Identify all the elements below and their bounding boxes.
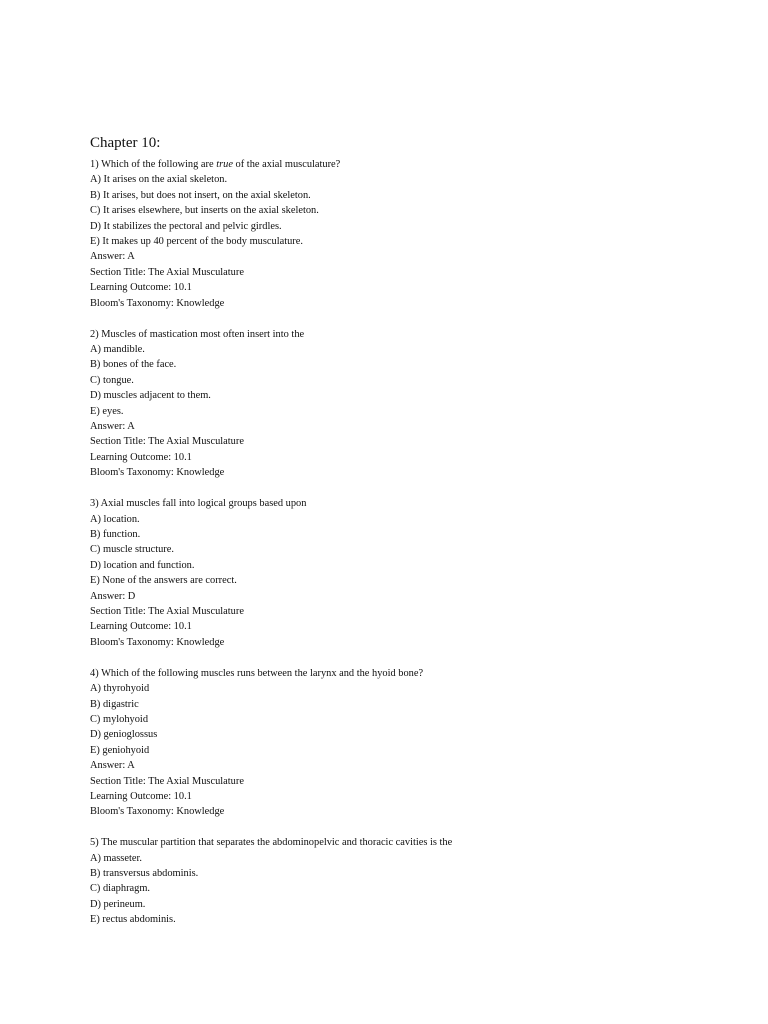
blooms-taxonomy-line: Bloom's Taxonomy: Knowledge <box>90 806 225 818</box>
question-stem: 2) Muscles of mastication most often insert into the <box>90 328 305 340</box>
question-stem: 5) The muscular partition that separates the abdominopelvic and thoracic cavities is the <box>90 837 453 849</box>
chapter-title: Chapter 10: <box>90 135 161 151</box>
question-5 <box>90 835 730 927</box>
question-3 <box>90 496 730 650</box>
option-c: C) It arises elsewhere, but inserts on the axial skeleton. <box>90 205 319 217</box>
option-d: D) location and function. <box>90 559 195 571</box>
option-d: D) It stabilizes the pectoral and pelvic girdles. <box>90 220 282 232</box>
blooms-taxonomy-line: Bloom's Taxonomy: Knowledge <box>90 636 225 648</box>
question-4 <box>90 666 730 820</box>
blooms-taxonomy-line: Bloom's Taxonomy: Knowledge <box>90 297 225 309</box>
question-stem: 3) Axial muscles fall into logical groups based upon <box>90 498 307 510</box>
option-a: A) thyrohyoid <box>90 683 150 695</box>
document-page <box>90 133 730 928</box>
option-a: A) It arises on the axial skeleton. <box>90 174 228 186</box>
stem-text: of the axial musculature? <box>232 159 341 170</box>
option-e: E) None of the answers are correct. <box>90 575 237 587</box>
section-title-line: Section Title: The Axial Musculature <box>90 605 244 617</box>
stem-emphasis: true <box>216 159 233 170</box>
option-b: B) It arises, but does not insert, on the axial skeleton. <box>90 189 311 201</box>
option-e: E) geniohyoid <box>90 744 150 756</box>
answer-line: Answer: A <box>90 251 135 263</box>
question-1 <box>90 157 730 311</box>
section-title-line: Section Title: The Axial Musculature <box>90 775 244 787</box>
option-d: D) perineum. <box>90 898 146 910</box>
option-c: C) mylohyoid <box>90 713 149 725</box>
option-c: C) muscle structure. <box>90 544 174 556</box>
option-b: B) digastric <box>90 698 139 710</box>
option-c: C) tongue. <box>90 374 134 386</box>
answer-line: Answer: A <box>90 421 135 432</box>
learning-outcome-line: Learning Outcome: 10.1 <box>90 282 192 294</box>
learning-outcome-line: Learning Outcome: 10.1 <box>90 621 192 633</box>
stem-text: 1) Which of the following are <box>90 159 217 170</box>
answer-line: Answer: D <box>90 590 136 602</box>
section-title-line: Section Title: The Axial Musculature <box>90 436 244 448</box>
question-stem <box>90 157 730 172</box>
option-e: E) It makes up 40 percent of the body musculature. <box>90 236 303 248</box>
option-e: E) rectus abdominis. <box>90 914 176 926</box>
option-b: B) function. <box>90 528 141 540</box>
question-stem: 4) Which of the following muscles runs between the larynx and the hyoid bone? <box>90 667 424 679</box>
option-a: A) mandible. <box>90 343 145 355</box>
option-b: B) transversus abdominis. <box>90 868 199 880</box>
option-b: B) bones of the face. <box>90 359 177 371</box>
option-e: E) eyes. <box>90 405 124 417</box>
section-title-line: Section Title: The Axial Musculature <box>90 266 244 278</box>
learning-outcome-line: Learning Outcome: 10.1 <box>90 790 192 802</box>
option-d: D) muscles adjacent to them. <box>90 390 211 402</box>
blooms-taxonomy-line: Bloom's Taxonomy: Knowledge <box>90 467 225 479</box>
option-c: C) diaphragm. <box>90 883 151 895</box>
question-2 <box>90 327 730 481</box>
answer-line: Answer: A <box>90 760 135 772</box>
option-d: D) genioglossus <box>90 729 158 741</box>
learning-outcome-line: Learning Outcome: 10.1 <box>90 451 192 463</box>
option-a: A) location. <box>90 513 140 525</box>
option-a: A) masseter. <box>90 852 142 864</box>
